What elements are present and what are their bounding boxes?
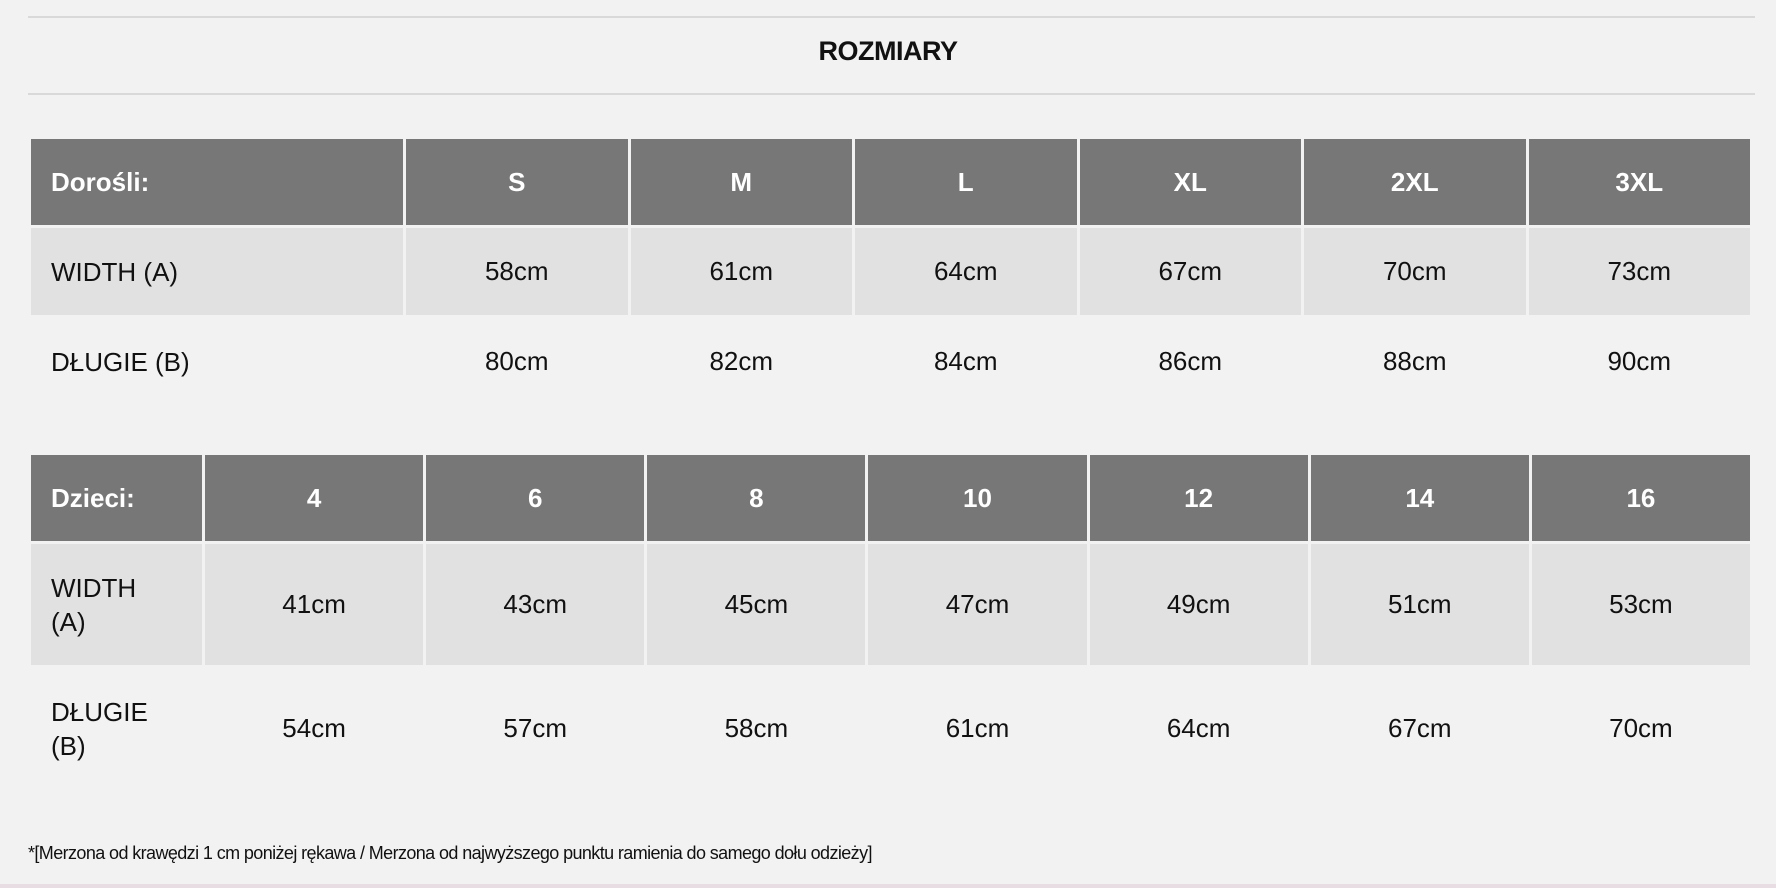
page-title: ROZMIARY <box>818 36 958 66</box>
size-header-14: 14 <box>1311 455 1529 541</box>
table-cell: 43cm <box>426 544 644 665</box>
kids-length-row <box>31 668 1750 789</box>
table-cell: 73cm <box>1529 228 1751 315</box>
size-header-m: M <box>631 139 853 225</box>
table-cell: 54cm <box>282 713 346 743</box>
size-header-6: 6 <box>426 455 644 541</box>
table-cell: 64cm <box>1166 713 1231 743</box>
table-cell: 58cm <box>724 713 789 743</box>
row-label <box>31 544 202 665</box>
size-header-s: S <box>406 139 628 225</box>
table-cell: 88cm <box>1382 346 1447 376</box>
row-label: DŁUGIE (B) <box>51 346 190 377</box>
table-cell: 47cm <box>868 544 1086 665</box>
table-cell: 57cm <box>503 713 567 743</box>
kids-label: Dzieci: <box>31 455 202 541</box>
bottom-border <box>0 884 1776 888</box>
size-header-12: 12 <box>1090 455 1308 541</box>
row-label <box>31 668 202 789</box>
size-header-l: L <box>855 139 1077 225</box>
kids-header-row <box>31 455 1750 541</box>
title-divider <box>28 93 1755 95</box>
row-label-line: DŁUGIE <box>51 696 148 727</box>
size-header-4: 4 <box>205 455 423 541</box>
table-cell: 64cm <box>855 228 1077 315</box>
row-label-line: (A) <box>51 606 86 637</box>
table-cell: 41cm <box>205 544 423 665</box>
table-cell: 82cm <box>709 346 774 376</box>
row-label: WIDTH (A) <box>31 228 403 315</box>
table-cell: 67cm <box>1387 713 1452 743</box>
size-header-2xl: 2XL <box>1304 139 1526 225</box>
row-label-line: (B) <box>51 730 86 761</box>
adults-label: Dorośli: <box>31 139 403 225</box>
table-cell: 70cm <box>1304 228 1526 315</box>
kids-width-row <box>31 544 1750 665</box>
size-header-3xl: 3XL <box>1529 139 1751 225</box>
table-cell: 84cm <box>933 346 998 376</box>
size-header-8: 8 <box>647 455 865 541</box>
table-cell: 53cm <box>1532 544 1750 665</box>
size-header-xl: XL <box>1080 139 1302 225</box>
table-cell: 61cm <box>945 713 1010 743</box>
table-cell: 61cm <box>631 228 853 315</box>
table-cell: 86cm <box>1158 346 1223 376</box>
table-cell: 70cm <box>1609 713 1673 743</box>
top-divider <box>28 16 1755 18</box>
measurement-footnote: *[Merzona od krawędzi 1 cm poniżej rękawa / Merzona od najwyższego punktu ramienia do samego dołu odzieży] <box>28 843 872 863</box>
table-cell: 90cm <box>1607 346 1672 376</box>
table-cell: 45cm <box>647 544 865 665</box>
adults-length-row <box>31 318 1750 405</box>
adults-size-table <box>28 136 1753 408</box>
size-header-10: 10 <box>868 455 1086 541</box>
table-cell: 49cm <box>1090 544 1308 665</box>
table-cell: 67cm <box>1080 228 1302 315</box>
row-label-line: WIDTH <box>51 572 137 603</box>
table-cell: 80cm <box>484 346 549 376</box>
table-cell: 58cm <box>406 228 628 315</box>
adults-width-row <box>31 228 1750 315</box>
adults-header-row <box>31 139 1750 225</box>
kids-size-table <box>28 452 1753 792</box>
table-cell: 51cm <box>1311 544 1529 665</box>
size-header-16: 16 <box>1532 455 1750 541</box>
